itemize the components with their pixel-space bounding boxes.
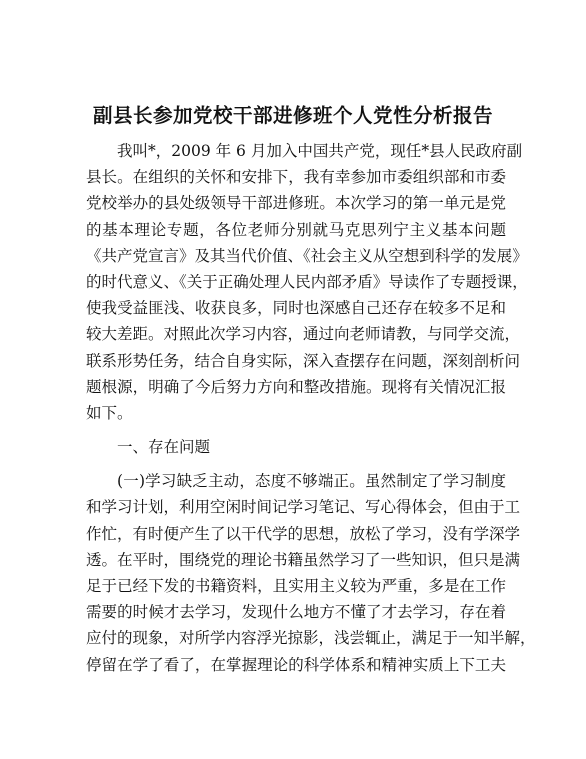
paragraph-line: 透。在平时，围绕党的理论书籍虽然学习了一些知识，但只是满: [86, 550, 521, 569]
paragraph-line: 应付的现象，对所学内容浮光掠影，浅尝辄止，满足于一知半解，: [86, 629, 536, 648]
paragraph-line: 党校举办的县处级领导干部进修班。本次学习的第一单元是党: [86, 194, 506, 213]
paragraph-line: 我叫*，2009 年 6 月加入中国共产党，现任*县人民政府副: [117, 142, 523, 160]
section-heading: 一、存在问题: [117, 438, 211, 457]
paragraph-line: 需要的时候才去学习，发现什么地方不懂了才去学习，存在着: [86, 603, 506, 622]
paragraph-line: 的基本理论专题，各位老师分别就马克思列宁主义基本问题: [86, 220, 506, 239]
paragraph-line: 足于已经下发的书籍资料，且实用主义较为严重，多是在工作: [86, 577, 506, 595]
paragraph-line: 停留在学了看了，在掌握理论的科学体系和精神实质上下工夫: [86, 655, 506, 674]
paragraph-line: 较大差距。对照此次学习内容，通过向老师请教，与同学交流，: [86, 325, 521, 344]
paragraph-line: 的时代意义、《关于正确处理人民内部矛盾》导读作了专题授课，: [86, 272, 528, 291]
paragraph-line: 县长。在组织的关怀和安排下，我有幸参加市委组织部和市委: [86, 168, 506, 187]
paragraph-line: 《共产党宣言》及其当代价值、《社会主义从空想到科学的发展》: [86, 246, 528, 265]
paragraph-line: 和学习计划，利用空闲时间记学习笔记、写心得体会，但由于工: [86, 498, 521, 517]
paragraph-line: 题根源，明确了今后努力方向和整改措施。现将有关情况汇报: [86, 377, 506, 396]
paragraph-line: 作忙，有时便产生了以干代学的思想，放松了学习，没有学深学: [86, 524, 521, 543]
paragraph-line: (一)学习缺乏主动，态度不够端正。虽然制定了学习制度: [117, 472, 506, 491]
document-body: [86, 138, 536, 678]
paragraph-line: 使我受益匪浅、收获良多，同时也深感自己还存在较多不足和: [86, 299, 506, 318]
document-title: 副县长参加党校干部进修班个人党性分析报告: [92, 104, 493, 127]
paragraph-line: 如下。: [86, 403, 133, 422]
paragraph-line: 联系形势任务，结合自身实际，深入查摆存在问题，深刻剖析问: [86, 351, 521, 370]
